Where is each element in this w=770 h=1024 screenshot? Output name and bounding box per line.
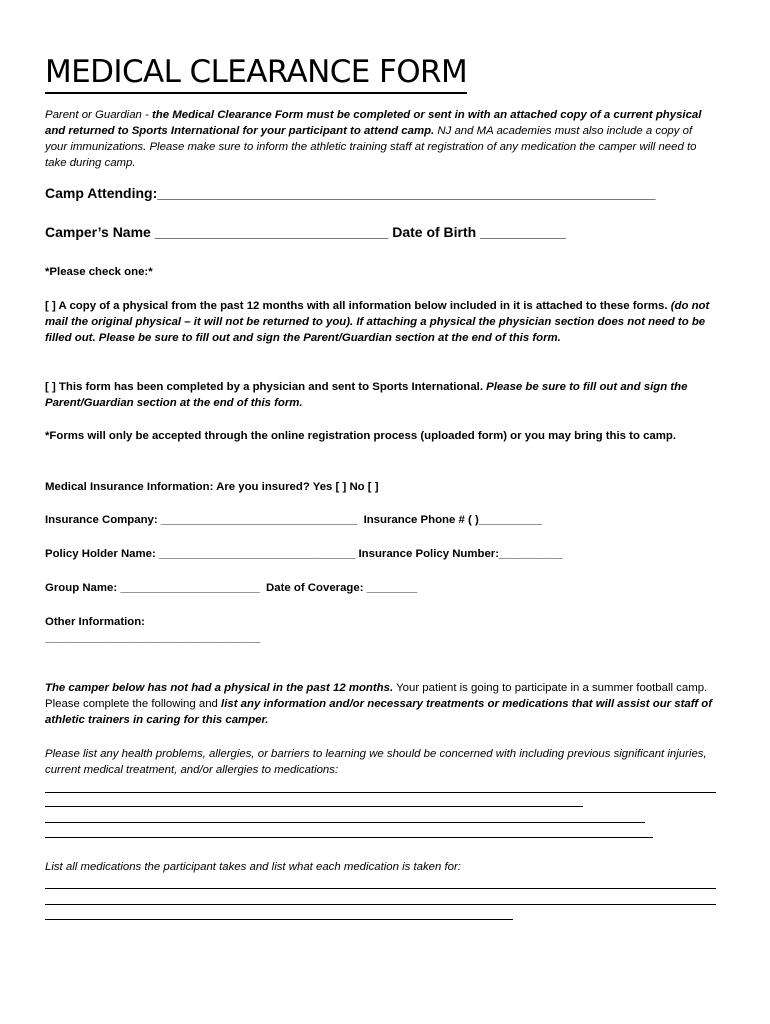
group-name-field[interactable]: Group Name: ______________________ bbox=[45, 582, 260, 594]
insurance-row-1 bbox=[45, 512, 717, 528]
camper-name-field[interactable]: Camper’s Name ______________________________ bbox=[45, 224, 389, 240]
date-of-coverage-field[interactable]: Date of Coverage: ________ bbox=[266, 582, 418, 594]
option2-note: Please be sure to fill out and sign the Parent/Guardian section at the end of this form. bbox=[45, 381, 688, 409]
physical-bold-2: list any information and/or necessary treatments or medications that will assist our staff of athletic trainers in caring for this camper. bbox=[45, 698, 713, 726]
forms-note: *Forms will only be accepted through the online registration process (uploaded form) or you may bring this to camp. bbox=[45, 430, 676, 442]
check-one-label: *Please check one:* bbox=[45, 266, 153, 278]
insurance-row-3 bbox=[45, 580, 717, 596]
other-info-line[interactable]: __________________________________ bbox=[45, 632, 261, 644]
medications-prompt: List all medications the participant takes and list what each medication is taken for: bbox=[45, 861, 461, 873]
option1-text: [ ] A copy of a physical from the past 12 months with all information below included in it is attached to these forms. bbox=[45, 300, 668, 312]
insurance-row-2 bbox=[45, 546, 717, 562]
policy-holder-field[interactable]: Policy Holder Name: _______________________________ bbox=[45, 548, 356, 560]
option2-text: [ ] This form has been completed by a physician and sent to Sports International. bbox=[45, 381, 483, 393]
insurance-question[interactable]: Medical Insurance Information: Are you insured? Yes [ ] No [ ] bbox=[45, 481, 379, 493]
option-physician-completed[interactable] bbox=[45, 379, 717, 411]
health-answer-line-4[interactable] bbox=[45, 837, 653, 838]
camper-row bbox=[45, 222, 717, 242]
insurance-company-field[interactable]: Insurance Company: _______________________________ bbox=[45, 514, 358, 526]
health-problems-prompt: Please list any health problems, allergies, or barriers to learning we should be concerned with including previous significant injuries, current medical treatment, and/or allergies to medications: bbox=[45, 748, 707, 776]
medications-answer-line-2[interactable] bbox=[45, 904, 716, 905]
camp-attending-field[interactable]: Camp Attending:________________________________________________________________ bbox=[45, 185, 656, 201]
option-physical-attached[interactable] bbox=[45, 298, 717, 346]
health-answer-line-1[interactable] bbox=[45, 792, 716, 793]
date-of-birth-field[interactable]: Date of Birth ___________ bbox=[392, 224, 566, 240]
health-answer-line-2[interactable] bbox=[45, 806, 583, 807]
insurance-phone-field[interactable]: Insurance Phone # ( )__________ bbox=[363, 514, 543, 526]
medications-answer-line-1[interactable] bbox=[45, 888, 716, 889]
intro-rest: NJ and MA academies must also include a copy of your immunizations. Please make sure to inform the athletic training staff at registration of any medication the camper will need to take during camp. bbox=[45, 125, 697, 169]
policy-number-field[interactable]: Insurance Policy Number:__________ bbox=[358, 548, 563, 560]
page-title: MEDICAL CLEARANCE FORM bbox=[45, 52, 467, 94]
medications-answer-line-3[interactable] bbox=[45, 919, 513, 920]
option1-note: (do not mail the original physical – it will not be returned to you). If attaching a physical the physician section does not need to be filled out. Please be sure to fill out and sign the Parent/Guardian section at the end of this form. bbox=[45, 300, 710, 344]
physical-bold-1: The camper below has not had a physical in the past 12 months. bbox=[45, 682, 394, 694]
physician-section-intro bbox=[45, 680, 717, 728]
intro-lead: Parent or Guardian - bbox=[45, 109, 152, 121]
intro-bold: the Medical Clearance Form must be completed or sent in with an attached copy of a current physical and returned to Sports International for your participant to attend camp. bbox=[45, 109, 702, 137]
health-answer-line-3[interactable] bbox=[45, 822, 645, 823]
other-info-label: Other Information: bbox=[45, 616, 145, 628]
physical-normal: Your patient is going to participate in a summer football camp. Please complete the following and bbox=[45, 682, 708, 710]
intro-paragraph bbox=[45, 107, 717, 171]
